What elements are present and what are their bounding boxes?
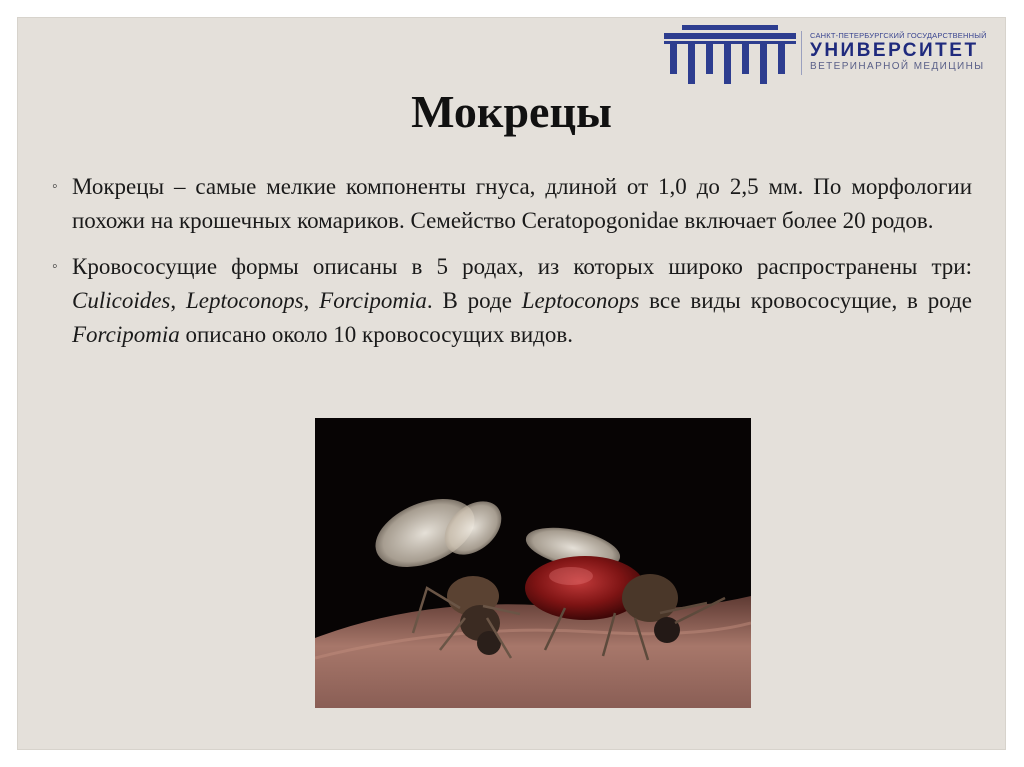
- text-run: описано около 10 кровососущих видов.: [179, 322, 573, 347]
- bullet-list: [52, 170, 972, 364]
- genus-name: Forcipomia: [72, 322, 180, 347]
- logo-text: [810, 31, 1004, 72]
- bullet-marker: ◦: [52, 258, 58, 275]
- bullet-item-1: [52, 170, 972, 238]
- text-run: ,: [303, 288, 320, 313]
- university-logo: [664, 23, 1004, 89]
- logo-line-2: УНИВЕРСИТЕТ: [810, 40, 979, 61]
- slide-title: Мокрецы: [411, 86, 612, 137]
- text-run: . В роде: [426, 288, 522, 313]
- bullet-text-2: [72, 254, 972, 347]
- logo-line-1: САНКТ-ПЕТЕРБУРГСКИЙ ГОСУДАРСТВЕННЫЙ: [810, 31, 987, 40]
- logo-divider: [801, 31, 802, 75]
- slide: [18, 18, 1005, 749]
- genus-name: Culicoides: [72, 288, 171, 313]
- text-run: Кровососущие формы описаны в 5 родах, из которых широко распространены три:: [72, 254, 972, 279]
- bullet-text-1: Мокрецы – самые мелкие компоненты гнуса, длиной от 1,0 до 2,5 мм. По морфологии похожи на крошечных комариков. Семейство Ceratopogonidae включает более 20 родов.: [72, 174, 972, 233]
- genus-name: Forcipomia: [319, 288, 427, 313]
- bullet-item-2: [52, 250, 972, 352]
- genus-name: Leptoconops: [521, 288, 640, 313]
- genus-name: Leptoconops: [185, 288, 304, 313]
- text-run: ,: [170, 288, 186, 313]
- text-run: все виды кровососущие, в роде: [639, 288, 973, 313]
- university-columns-icon: [664, 23, 796, 85]
- bullet-marker: ◦: [52, 178, 58, 195]
- biting-midges-photo: [315, 418, 751, 708]
- logo-line-3: ВЕТЕРИНАРНОЙ МЕДИЦИНЫ: [810, 61, 985, 72]
